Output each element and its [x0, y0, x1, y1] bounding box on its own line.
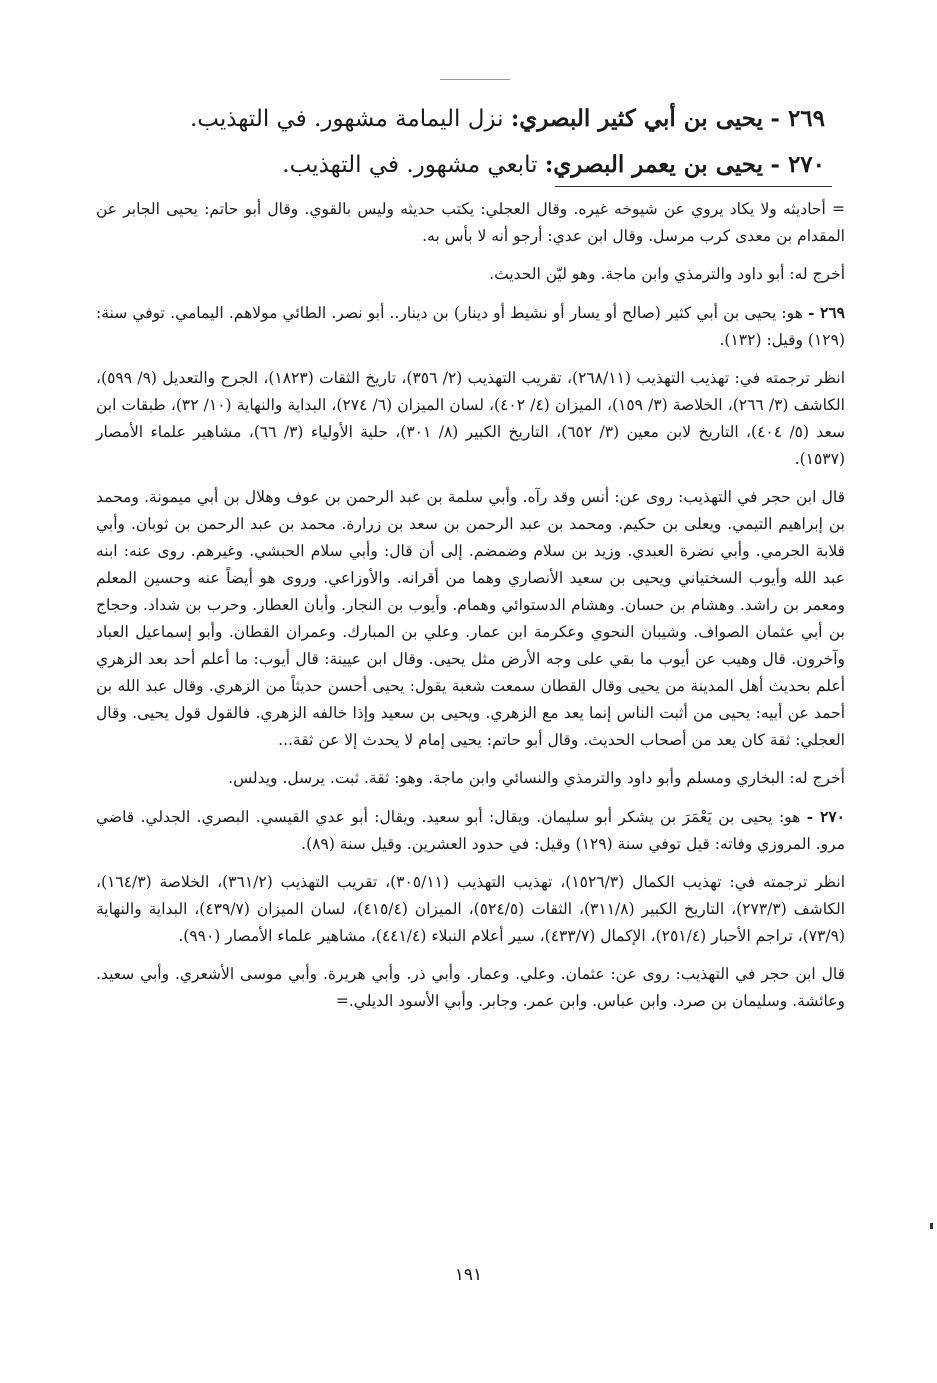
footnote-270-intro [96, 803, 845, 858]
footnote-269-akhraja: أخرج له: البخاري ومسلم وأبو داود والترمذي والنسائي وابن ماجة. وهو: ثقة. ثبت. يرسل. ويدلس. [228, 769, 845, 787]
footnotes [96, 196, 845, 1026]
footnote-number: ٢٧٠ - [806, 807, 845, 826]
entry-269 [100, 102, 825, 136]
scan-edge-mark [930, 1223, 933, 1229]
page-number: ١٩١ [454, 1265, 483, 1285]
entry-heading: يحيى بن يعمر البصري: [544, 151, 764, 178]
footnote-269-intro [96, 299, 845, 354]
entry-number: ٢٧٠ - [770, 151, 825, 178]
footnote-continuation: = أحاديثه ولا يكاد يروي عن شيوخه غيره. وقال العجلي: يكتب حديثه وليس بالقوي. وقال أبو حاتم: يحيى الجابر عن المقدام بن معدى كرب مرسل. وقال ابن عدي: أرجو أنه لا بأس به. [96, 200, 845, 245]
entry-heading: يحيى بن أبي كثير البصري: [510, 105, 764, 132]
footnote-continuation-akhraja: أخرج له: أبو داود والترمذي وابن ماجة. وهو ليّن الحديث. [489, 265, 845, 283]
entry-text: تابعي مشهور. في التهذيب. [282, 152, 545, 178]
footnote-intro-text: هو: يحيى بن يَعْمَرَ بن يشكر أبو سليمان. ويقال: أبو سعيد. ويقال: أبو عدي القيسي. البصري. الجدلي. قاضي مرو. المروزي وفاته: قيل توفي سنة (١٢٩) وقيل: في حدود العشرين. وقيل سنة (٨٩). [96, 808, 845, 853]
top-rule [440, 79, 510, 80]
footnote-269-refs: انظر ترجمته في: تهذيب التهذيب (٢٦٨/١١)، تقريب التهذيب (٢/ ٣٥٦)، تاريخ الثقات (١٨٢٣)، الجرح والتعديل (٩/ ٥٩٩)، الكاشف (٣/ ٢٦٦)، الخلاصة (٣/ ١٥٩)، الميزان (٤/ ٤٠٢)، لسان الميزان (٦/ ٢٧٤)، البداية والنهاية (١٠/ ٣٢)، طبقات ابن سعد (٥/ ٤٠٤)، التاريخ لابن معين (٣/ ٦٥٢)، التاريخ الكبير (٨/ ٣٠١)، حلية الأولياء (٣/ ٦٦)، مشاهير علماء الأمصار (١٥٣٧). [96, 369, 846, 468]
footnote-270-ibn-hajar: قال ابن حجر في التهذيب: روى عن: عثمان. وعلي. وعمار. وأبي ذر. وأبي هريرة. وأبي موسى الأشعري. وأبي سعيد. وعائشة. وسليمان بن صرد. وابن عباس. وابن عمر. وجابر. وأبي الأسود الديلي.= [96, 965, 845, 1010]
entry-text: نزل اليمامة مشهور. في التهذيب. [189, 106, 511, 132]
entry-270 [100, 148, 825, 182]
entry-number: ٢٦٩ - [770, 105, 825, 132]
footnote-intro-text: هو: يحيى بن أبي كثير (صالح أو يسار أو نشيط أو دينار) بن دينار.. أبو نصر. الطائي مولاهم. اليمامي. توفي سنة: (١٢٩) وقيل: (١٣٢). [96, 304, 845, 349]
footnote-number: ٢٦٩ - [807, 303, 845, 322]
footnote-269-ibn-hajar: قال ابن حجر في التهذيب: روى عن: أنس وقد رآه. وأبي سلمة بن عبد الرحمن بن عوف وهلال بن أبي ميمونة. ومحمد بن إبراهيم التيمي. ويعلى بن حكيم. ومحمد بن عبد الرحمن بن سعد بن زرارة. محمد بن عبد الرحمن بن ثوبان. وأبي قلابة الجرمي. وأبي نضرة العبدي. وزيد بن سلام وضمضم. إلى أن قال: وأبي سلام الحبشي. وغيرهم. روى عنه: ابنه عبد الله وأيوب السختياني ويحيى بن سعيد الأنصاري وهما من أقرانه. والأوزاعي. وروى هو أيضاً عنه وحسين المعلم ومعمر بن راشد. وهشام بن حسان. وهشام الدستوائي وهمام. وأيوب بن النجار. وأبان العطار. وحرب بن شداد. وحجاج بن أبي عثمان الصواف. وشيبان النحوي وعكرمة ابن عمار. وعلي بن المبارك. وعمران القطان. وأبو إسماعيل العباد وآخرون. قال وهيب عن أيوب ما بقي على وجه الأرض مثل يحيى. وقال ابن عيينة: قال أيوب: ما أعلم أحد بعد الزهري أعلم بحديث أهل المدينة من يحيى وقال القطان سمعت شعبة يقول: يحيى أحسن حديثاً من الزهري. وقال عبد الله بن أحمد عن أبيه: يحيى من أثبت الناس إنما يعد مع الزهري. ويحيى بن سعيد وإذا خالفه الزهري. فالقول قول يحيى. وقال العجلي: ثقة كان يعد من أصحاب الحديث. وقال أبو حاتم: يحيى إمام لا يحدث إلا عن ثقة... [96, 488, 845, 749]
footnote-separator [555, 186, 832, 187]
footnote-270-refs: انظر ترجمته في: تهذيب الكمال (١٥٢٦/٣)، تهذيب التهذيب (٣٠٥/١١)، تقريب التهذيب (٣٦١/٢)، الخلاصة (١٦٤/٣)، الكاشف (٢٧٣/٣)، التاريخ الكبير (٣١١/٨)، الثقات (٥٢٤/٥)، الميزان (٤١٥/٤)، لسان الميزان (٤٣٩/٧)، البداية والنهاية (٧٣/٩)، تراجم الأحبار (٢٥١/٤)، الإكمال (٤٣٣/٧)، سير أعلام النبلاء (٤٤١/٤)، مشاهير علماء الأمصار (٩٩٠). [96, 873, 846, 945]
